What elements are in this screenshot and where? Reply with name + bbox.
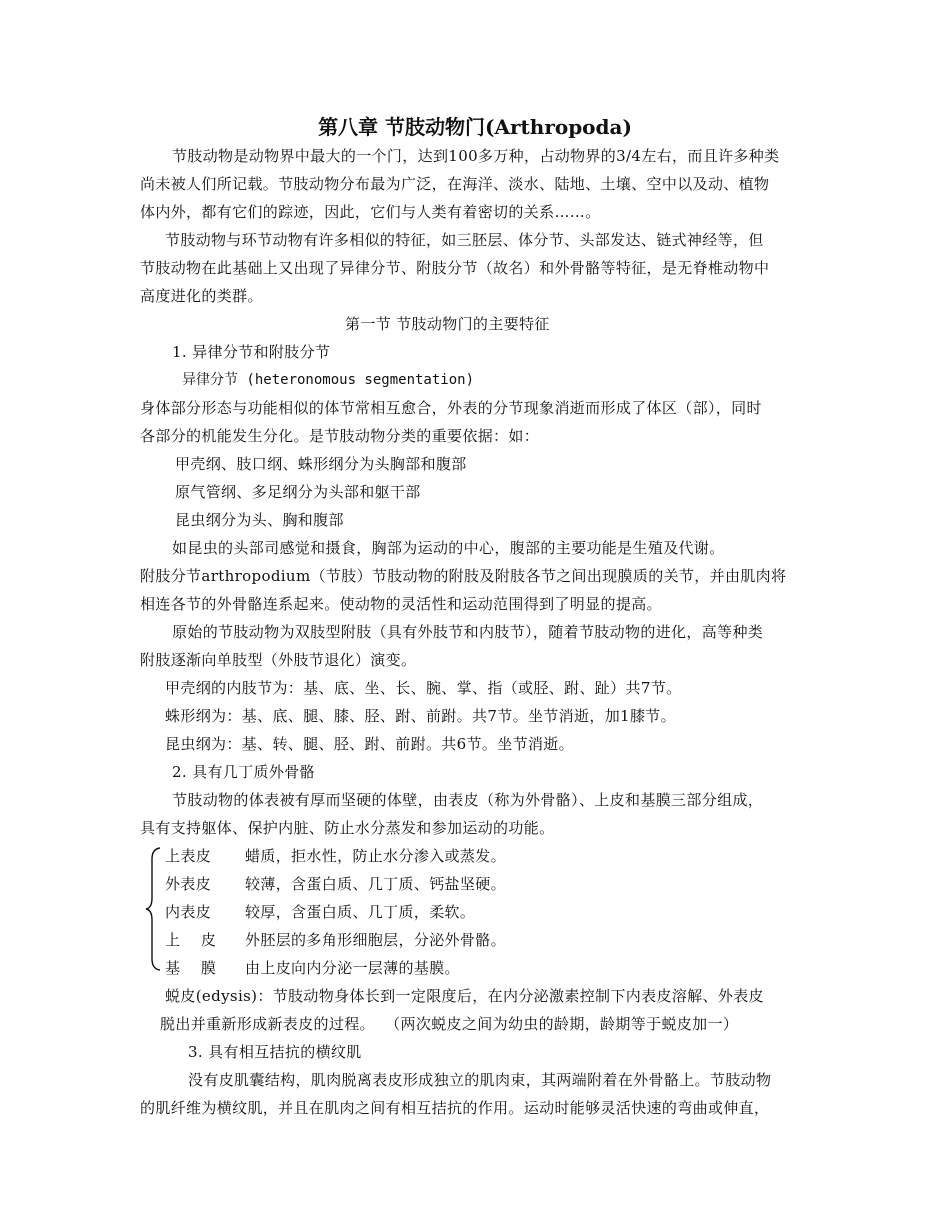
insecta-segments: 昆虫纲为：基、转、腿、胫、跗、前跗。共6节。坐节消逝。 — [165, 735, 574, 753]
example-4: 如昆虫的头部司感觉和摄食，胸部为运动的中心，腹部的主要功能是生殖及代谢。 — [172, 539, 725, 557]
primitive-line-2: 附肢逐渐向单肢型（外肢节退化）演变。 — [140, 651, 417, 669]
intro-paragraph-2-line-2: 节肢动物在此基础上又出现了异律分节、附肢分节（故名）和外骨骼等特征，是无脊椎动物中 — [140, 259, 770, 277]
example-3: 昆虫纲分为头、胸和腹部 — [175, 511, 344, 529]
subsection-3-line-1: 没有皮肌囊结构，肌肉脱离表皮形成独立的肌肉束，其两端附着在外骨骼上。节肢动物 — [188, 1071, 772, 1089]
molting-line-1: 蜕皮(edysis)：节肢动物身体长到一定限度后，在内分泌激素控制下内表皮溶解、外表皮 — [165, 987, 764, 1005]
curly-brace-icon — [143, 846, 163, 972]
molting-line-2: 脱出并重新形成新表皮的过程。 （两次蜕皮之间为幼虫的龄期，龄期等于蜕皮加一） — [160, 1015, 739, 1033]
subsection-2-heading: 2. 具有几丁质外骨骼 — [172, 763, 315, 781]
arachnida-segments: 蛛形纲为：基、底、腿、膝、胫、跗、前跗。共7节。坐节消逝，加1膝节。 — [165, 707, 676, 725]
layer-description: 由上皮向内分泌一层薄的基膜。 — [245, 959, 460, 977]
intro-paragraph-1-line-2: 尚未被人们所记载。节肢动物分布最为广泛，在海洋、淡水、陆地、土壤、空中以及动、植物 — [140, 175, 770, 193]
intro-paragraph-1-line-1: 节肢动物是动物界中最大的一个门，达到100多万种，占动物界的3/4左右，而且许多种类 — [172, 147, 780, 165]
layer-name: 基 膜 — [165, 959, 217, 977]
example-1: 甲壳纲、肢口纲、蛛形纲分为头胸部和腹部 — [175, 455, 467, 473]
section-heading: 第一节 节肢动物门的主要特征 — [345, 315, 550, 333]
appendage-line-1: 附肢分节arthropodium（节肢）节肢动物的附肢及附肢各节之间出现膜质的关节，并由肌肉将 — [140, 567, 787, 585]
crustacea-segments: 甲壳纲的内肢节为：基、底、坐、长、腕、掌、指（或胫、跗、趾）共7节。 — [165, 679, 682, 697]
subsection-3-heading: 3. 具有相互拮抗的横纹肌 — [188, 1043, 362, 1061]
layer-description: 蜡质，拒水性，防止水分渗入或蒸发。 — [245, 847, 506, 865]
layer-name: 外表皮 — [165, 875, 212, 893]
layer-description: 较厚，含蛋白质、几丁质，柔软。 — [245, 903, 476, 921]
chapter-title: 第八章 节肢动物门(Arthropoda) — [318, 115, 632, 139]
layer-name: 上表皮 — [165, 847, 212, 865]
subsection-3-line-2: 的肌纤维为横纹肌，并且在肌肉之间有相互拮抗的作用。运动时能够灵活快速的弯曲或伸直， — [140, 1099, 770, 1117]
subsection-1-line-1: 身体部分形态与功能相似的体节常相互愈合，外表的分节现象消逝而形成了体区（部），同时 — [140, 399, 762, 417]
subsection-1-heading: 1. 异律分节和附肢分节 — [172, 343, 331, 361]
term-heteronomous-segmentation: 异律分节 (heteronomous segmentation) — [182, 372, 475, 388]
layer-name: 上 皮 — [165, 931, 217, 949]
subsection-2-line-1: 节肢动物的体表被有厚而坚硬的体壁，由表皮（称为外骨骼）、上皮和基膜三部分组成， — [172, 791, 764, 809]
layer-description: 较薄，含蛋白质、几丁质、钙盐坚硬。 — [245, 875, 506, 893]
intro-paragraph-1-line-3: 体内外，都有它们的踪迹，因此，它们与人类有着密切的关系……。 — [140, 203, 601, 221]
subsection-2-line-2: 具有支持躯体、保护内脏、防止水分蒸发和参加运动的功能。 — [140, 819, 555, 837]
intro-paragraph-2-line-3: 高度进化的类群。 — [140, 287, 263, 305]
subsection-1-line-2: 各部分的机能发生分化。是节肢动物分类的重要依据：如： — [140, 427, 540, 445]
appendage-line-2: 相连各节的外骨骼连系起来。使动物的灵活性和运动范围得到了明显的提高。 — [140, 595, 662, 613]
example-2: 原气管纲、多足纲分为头部和躯干部 — [175, 483, 421, 501]
intro-paragraph-2-line-1: 节肢动物与环节动物有许多相似的特征，如三胚层、体分节、头部发达、链式神经等，但 — [165, 231, 764, 249]
layer-description: 外胚层的多角形细胞层，分泌外骨骼。 — [245, 931, 506, 949]
primitive-line-1: 原始的节肢动物为双肢型附肢（具有外肢节和内肢节），随着节肢动物的进化，高等种类 — [172, 623, 764, 641]
layer-name: 内表皮 — [165, 903, 212, 921]
